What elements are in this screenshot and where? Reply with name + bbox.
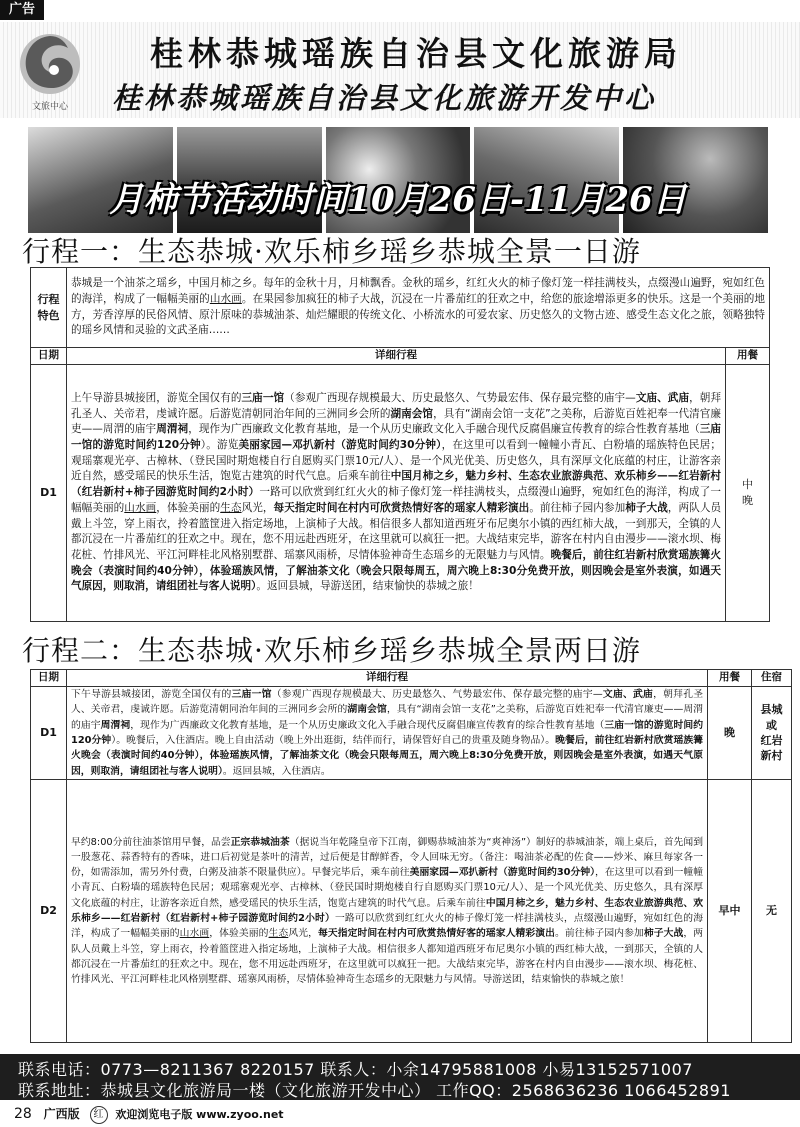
title-sub: 桂林恭城瑶族自治县文化旅游开发中心 — [112, 81, 657, 115]
swirl-logo-icon — [12, 28, 88, 98]
route2-day2-row — [31, 780, 792, 1043]
route1-header-row — [31, 348, 770, 365]
feature-label: 行程特色 — [31, 268, 67, 348]
route2-header-row — [31, 670, 792, 687]
day1-detail: 上午导游县城接团，游览全国仅有的三庙一馆（参观广西现存规模最大、历史最悠久、气势最宏伟、保存最完整的庙宇—文庙、武庙，朝拜孔圣人、关帝君，虔诚许愿。后游览清朝同治年间的三洲同乡会所的湖南会馆，具有“湖南会馆一支花”之美称，后游览百姓祀奉一代清官廉吏——周渭的庙宇周渭祠，现作为广西廉政文化教育基地，是一个从历史廉政文化入手融合现代反腐倡廉宣传教育的综合性教育基地（三庙一馆的游览时间约120分钟）。游览美丽家园—邓扒新村（游览时间约30分钟），在这里可以看到一幢幢小青瓦、白粉墙的瑶族特色民居；观瑶寨观光亭、古樟林、（登民国时期炮楼自行自愿购买门票10元/人）、是一个风光优美、历史悠久，具有深厚文化底蕴的村庄，让游客亲近自然，感受瑶民的快乐生活，饱览古建筑的时代气息。后乘车前往中国月柿之乡，魅力乡村、生态农业旅游典范、欢乐柿乡——红岩新村（红岩新村+柿子园游览时间约2小时）一路可以欣赏到红红火火的柿子像灯笼一样挂满枝头，点缀漫山遍野，宛如红色的海洋，构成了一幅幅美丽的山水画，体验美丽的生态风光，每天指定时间在村内可欣赏热情好客的瑶家人精彩演出。前往柿子园内参加柿子大战，两队人员戴上斗笠，穿上雨衣，拎着篮筐进入指定场地，上演柿子大战。相信很多人都知道西班牙布尼奥尔小镇的西红柿大战，一到那天，全镇的人都沉浸在一片番茄红的狂欢之中。现在，您不用远赴西班牙，在这里就可以疯狂一把。大战结束完毕，游客在村内自由漫步——滚水坝、梅花桩、竹排风光、平江河畔桂北风格别墅群、瑶寨风雨桥，尽情体验神奇生态瑶乡的无限魅力与风情。晚餐后，前往红岩新村欣赏瑶族篝火晚会（表演时间约40分钟），体验瑶族风情，了解油茶文化（晚会只限每周五，周六晚上8:30分免费开放，则因晚会是室外表演，如遇天气原因，则取消，请组团社与客人说明）。返回县城，导游送团，结束愉快的恭城之旅！ — [67, 365, 726, 622]
route2-day1-meal: 晚 — [708, 687, 752, 780]
col-date: 日期 — [31, 670, 67, 687]
ad-tag: 广告 — [0, 0, 44, 20]
col-meal: 用餐 — [726, 348, 770, 365]
day1-meal: 中 晚 — [726, 365, 770, 622]
feature-text: 恭城是一个油茶之瑶乡，中国月柿之乡。每年的金秋十月，月柿飘香。金秋的瑶乡，红红火火的柿子像灯笼一样挂满枝头，点缀漫山遍野，宛如红色的海洋，构成了一幅幅美丽的山水画。在果园参加疯狂的柿子大战，沉浸在一片番茄红的狂欢之中，给您的旅途增添更多的快乐。这是一个美丽的地方，芳香淳厚的民俗风情、原汁原味的恭城油茶、灿烂耀眼的传统文化、小桥流水的可爱农家、历史悠久的文物古迹、感受生态文化之旅，领略独特的瑶乡风情和灵验的文武圣庙…… — [67, 268, 770, 348]
col-detail: 详细行程 — [67, 670, 708, 687]
route1-feature-row — [31, 268, 770, 348]
route2-day2-detail: 早约8:00分前往油茶馆用早餐，品尝正宗恭城油茶（据说当年乾隆皇帝下江南，御赐恭城油茶为“爽神汤”）制好的恭城油茶，端上桌后，首先闻到一股葱花、蒜香特有的香味，进口后初觉是茶叶的清苦，过后便是甘醇鲜香，令人回味无穷。（备注：喝油茶必配的佐食——炒米、麻旦每家各一份，如需添加，需另外付费，白粥及油茶不限量供应）。早餐完毕后，乘车前往美丽家园—邓扒新村（游览时间约30分钟），在这里可以看到一幢幢小青瓦、白粉墙的瑶族特色民居；观瑶寨观光亭、古樟林、（登民国时期炮楼自行自愿购买门票10元/人）、是一个风光优美、历史悠久，具有深厚文化底蕴的村庄，让游客亲近自然，感受瑶民的快乐生活，饱览古建筑的时代气息。后乘车前往中国月柿之乡，魅力乡村、生态农业旅游典范、欢乐柿乡——红岩新村（红岩新村+柿子园游览时间约2小时）一路可以欣赏到红红火火的柿子像灯笼一样挂满枝头，点缀漫山遍野，宛如红色的海洋，构成了一幅幅美丽的山水画，体验美丽的生态风光，每天指定时间在村内可欣赏热情好客的瑶家人精彩演出。前往柿子园内参加柿子大战，两队人员戴上斗笠，穿上雨衣，拎着篮筐进入指定场地，上演柿子大战。相信很多人都知道西班牙布尼奥尔小镇的西红柿大战，一到那天，全镇的人都沉浸在一片番茄红的狂欢之中。现在，您不用远赴西班牙，在这里就可以疯狂一把。大战结束完毕，游客在村内自由漫步——滚水坝、梅花桩、竹排风光、平江河畔桂北风格别墅群、瑶寨风雨桥，尽情体验神奇生态瑶乡的无限魅力与风情。导游送团，结束愉快的恭城之旅！ — [67, 780, 708, 1043]
col-stay: 住宿 — [752, 670, 792, 687]
route2-day2-stay: 无 — [752, 780, 792, 1043]
route2-table — [30, 669, 792, 1043]
edition-label: 广西版 — [43, 1107, 80, 1121]
page-number: 28 — [14, 1106, 32, 1122]
route1-title: 行程一：生态恭城·欢乐柿乡瑶乡恭城全景一日游 — [22, 235, 641, 268]
route1-table — [30, 267, 770, 622]
route2-day1-row — [31, 687, 792, 780]
festival-banner: 月柿节活动时间10月26日-11月26日 — [109, 180, 687, 220]
contact-phone-line: 联系电话：0773—8211367 8220157 联系人：小余14795881008 小易13152571007 — [18, 1060, 693, 1079]
col-detail: 详细行程 — [67, 348, 726, 365]
page-footer — [14, 1105, 284, 1124]
col-meal: 用餐 — [708, 670, 752, 687]
route2-day1-detail: 下午导游县城接团，游览全国仅有的三庙一馆（参观广西现存规模最大、历史最悠久、气势最宏伟、保存最完整的庙宇—文庙、武庙，朝拜孔圣人、关帝君，虔诚许愿。后游览清朝同治年间的三洲同乡会所的湖南会馆，具有“湖南会馆一支花”之美称，后游览百姓祀奉一代清官廉吏——周渭的庙宇周渭祠，现作为广西廉政文化教育基地，是一个从历史廉政文化入手融合现代反腐倡廉宣传教育的综合性教育基地（三庙一馆的游览时间约120分钟）。晚餐后，入住酒店。晚上自由活动（晚上外出逛街，结伴而行，请保管好自己的贵重及随身物品）。晚餐后，前往红岩新村欣赏瑶族篝火晚会（表演时间约40分钟），体验瑶族风情，了解油茶文化（晚会只限每周五，周六晚上8:30分免费开放，则因晚会是室外表演，如遇天气原因，则取消，请组团社与客人说明）。返回县城，入住酒店。 — [67, 687, 708, 780]
header — [0, 22, 800, 118]
route1-day1-row — [31, 365, 770, 622]
feature-link-text: 山水画 — [209, 292, 242, 305]
route2-title: 行程二：生态恭城·欢乐柿乡瑶乡恭城全景两日游 — [22, 634, 641, 667]
col-date: 日期 — [31, 348, 67, 365]
contact-footer — [0, 1054, 800, 1100]
logo — [12, 28, 88, 112]
day1-label: D1 — [31, 687, 67, 780]
day2-label: D2 — [31, 780, 67, 1043]
route2-day1-stay: 县城 或 红岩 新村 — [752, 687, 792, 780]
contact-address-line: 联系地址：恭城县文化旅游局一楼（文化旅游开发中心） 工作QQ：2568636236 1066452891 — [18, 1081, 731, 1100]
site-link[interactable]: 欢迎浏览电子版 www.zyoo.net — [115, 1108, 284, 1121]
route2-day2-meal: 早中 — [708, 780, 752, 1043]
logo-text: 文旅中心 — [31, 102, 68, 112]
title-main: 桂林恭城瑶族自治县文化旅游局 — [150, 34, 682, 73]
brand-badge-icon: 红 — [90, 1106, 108, 1124]
day-label: D1 — [31, 365, 67, 622]
